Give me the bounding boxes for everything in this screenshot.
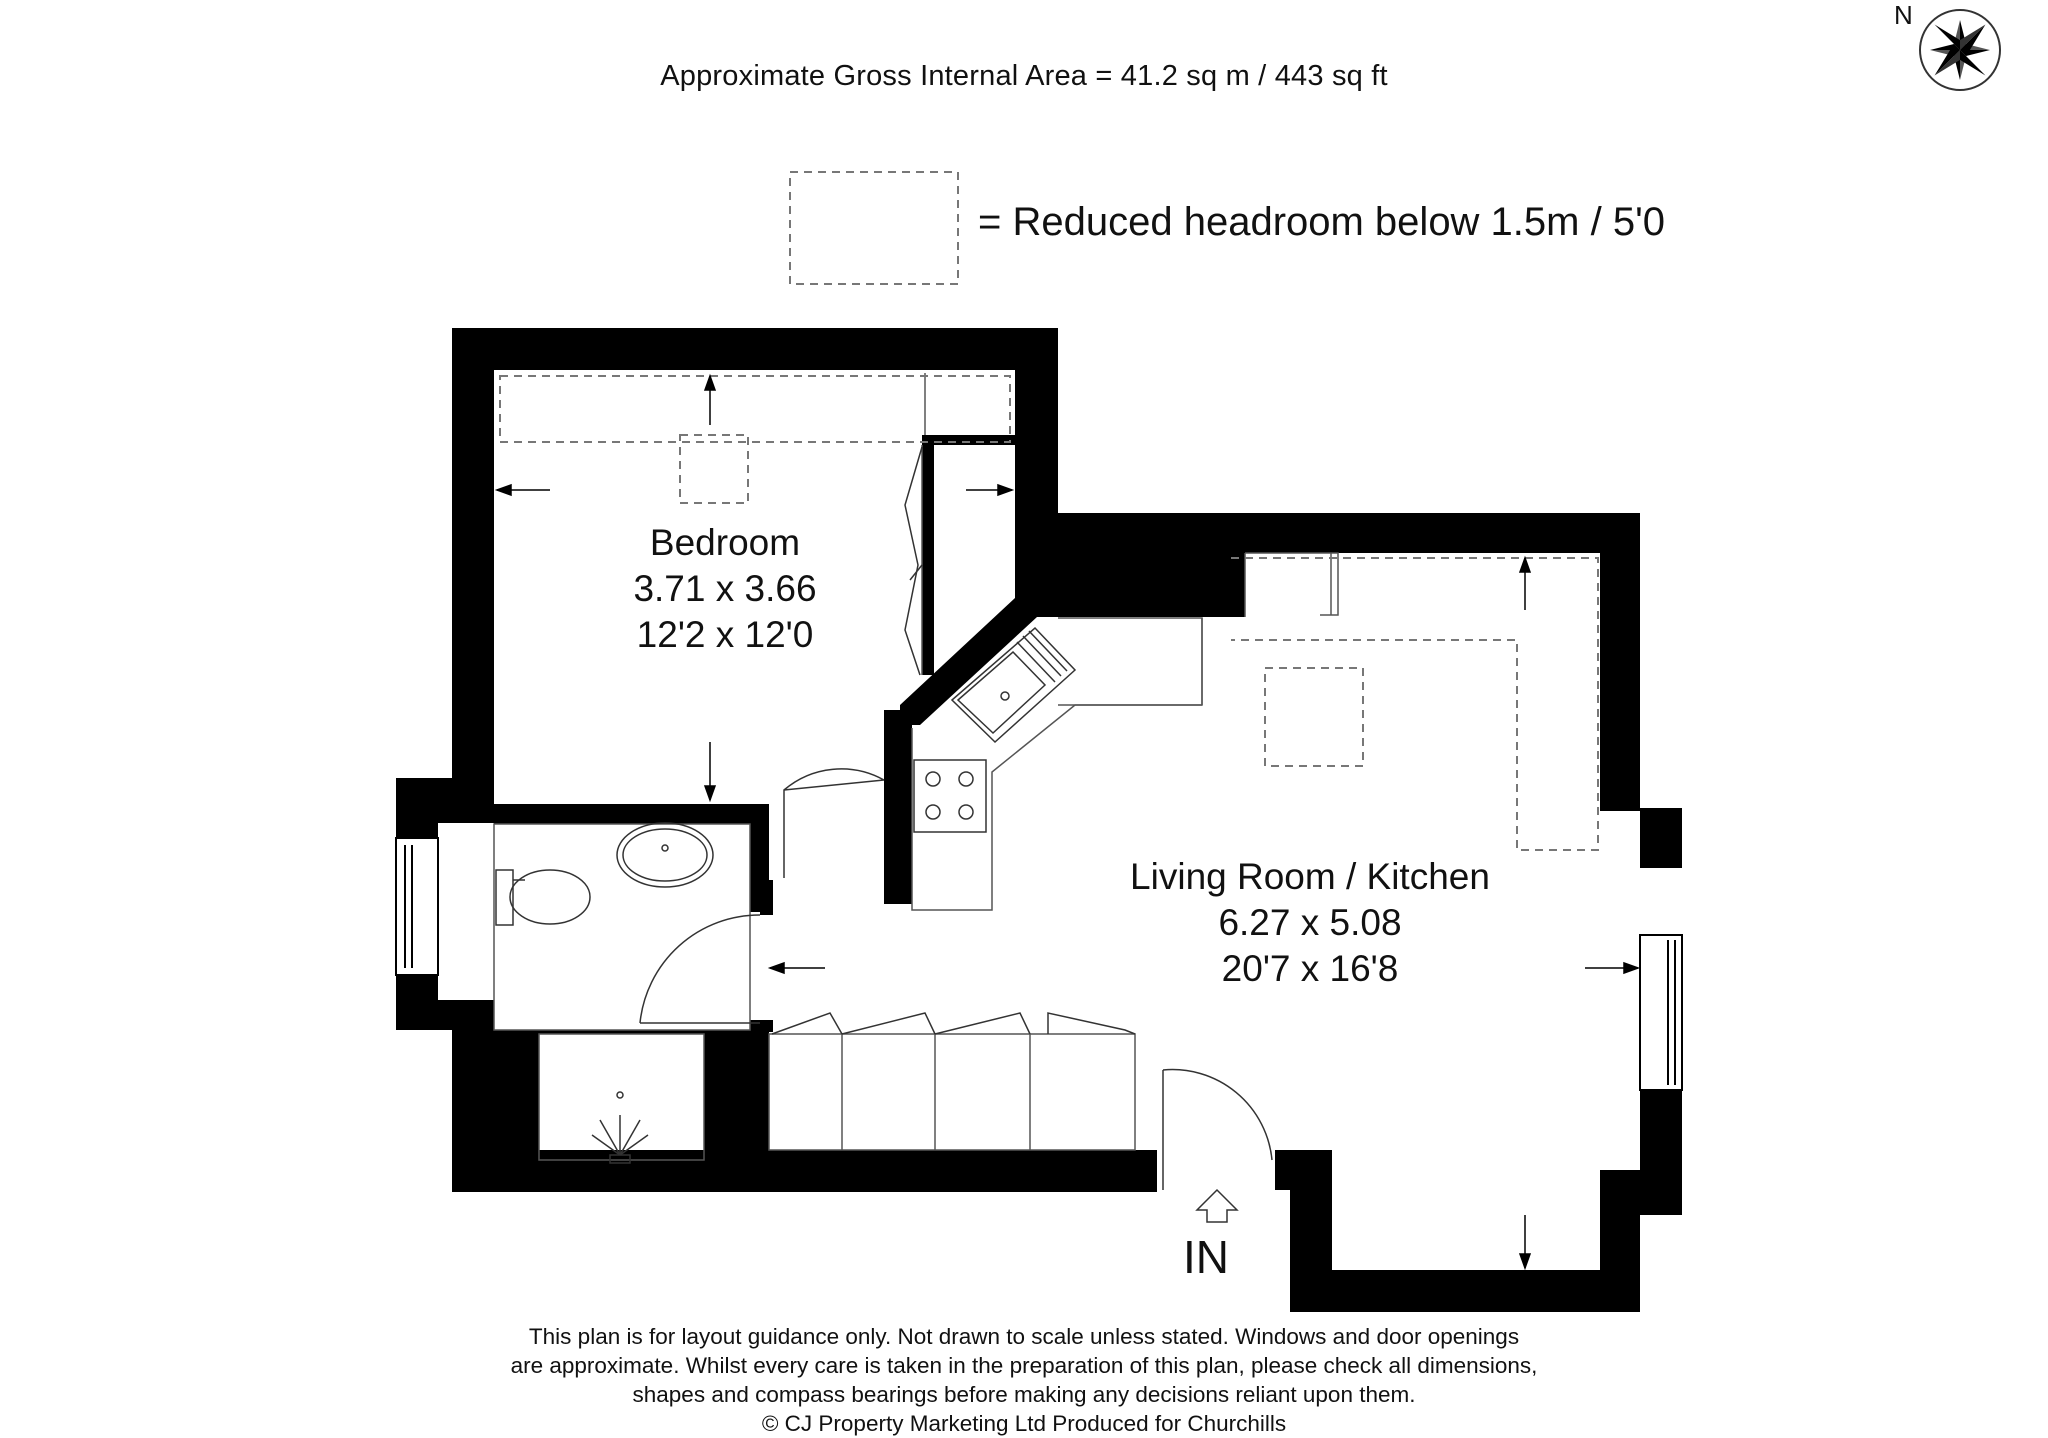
entrance-label: IN [1183,1231,1229,1283]
living-room-window [1640,935,1682,1090]
reduced-headroom-legend-label: = Reduced headroom below 1.5m / 5'0 [978,200,1665,244]
room-outlines [494,373,1338,1160]
copyright-line: © CJ Property Marketing Ltd Produced for Churchills [761,1411,1287,1436]
living-room-name: Living Room / Kitchen [1130,856,1490,897]
walls [396,328,1682,1312]
disclaimer-line-1: This plan is for layout guidance only. Not drawn to scale unless stated. Windows and door openings [528,1324,1520,1349]
bedroom-name: Bedroom [649,522,801,563]
bedroom-imperial-size: 12'2 x 12'0 [636,614,814,655]
living-room-metric-size: 6.27 x 5.08 [1218,902,1402,943]
bathroom-window [396,838,438,975]
gross-internal-area: Approximate Gross Internal Area = 41.2 sq m / 443 sq ft [660,60,1388,92]
toilet-icon [496,870,590,925]
entrance-arrow-icon [1197,1190,1237,1222]
disclaimer-line-2: are approximate. Whilst every care is taken in the preparation of this plan, please check all dimensions, [510,1353,1538,1378]
compass-north-label: N [1894,0,1913,30]
compass-rose-icon [1909,0,2011,101]
hob-icon [914,760,986,832]
disclaimer [0,1322,2048,1438]
basin-icon [617,823,713,887]
wardrobe-door [905,447,922,675]
bedroom-metric-size: 3.71 x 3.66 [633,568,817,609]
disclaimer-line-3: shapes and compass bearings before making any decisions reliant upon them. [632,1382,1416,1407]
bedroom-label [575,520,875,658]
living-room-kitchen-label [1080,854,1540,992]
living-room-imperial-size: 20'7 x 16'8 [1221,948,1399,989]
reduced-headroom-legend-box [790,172,958,284]
